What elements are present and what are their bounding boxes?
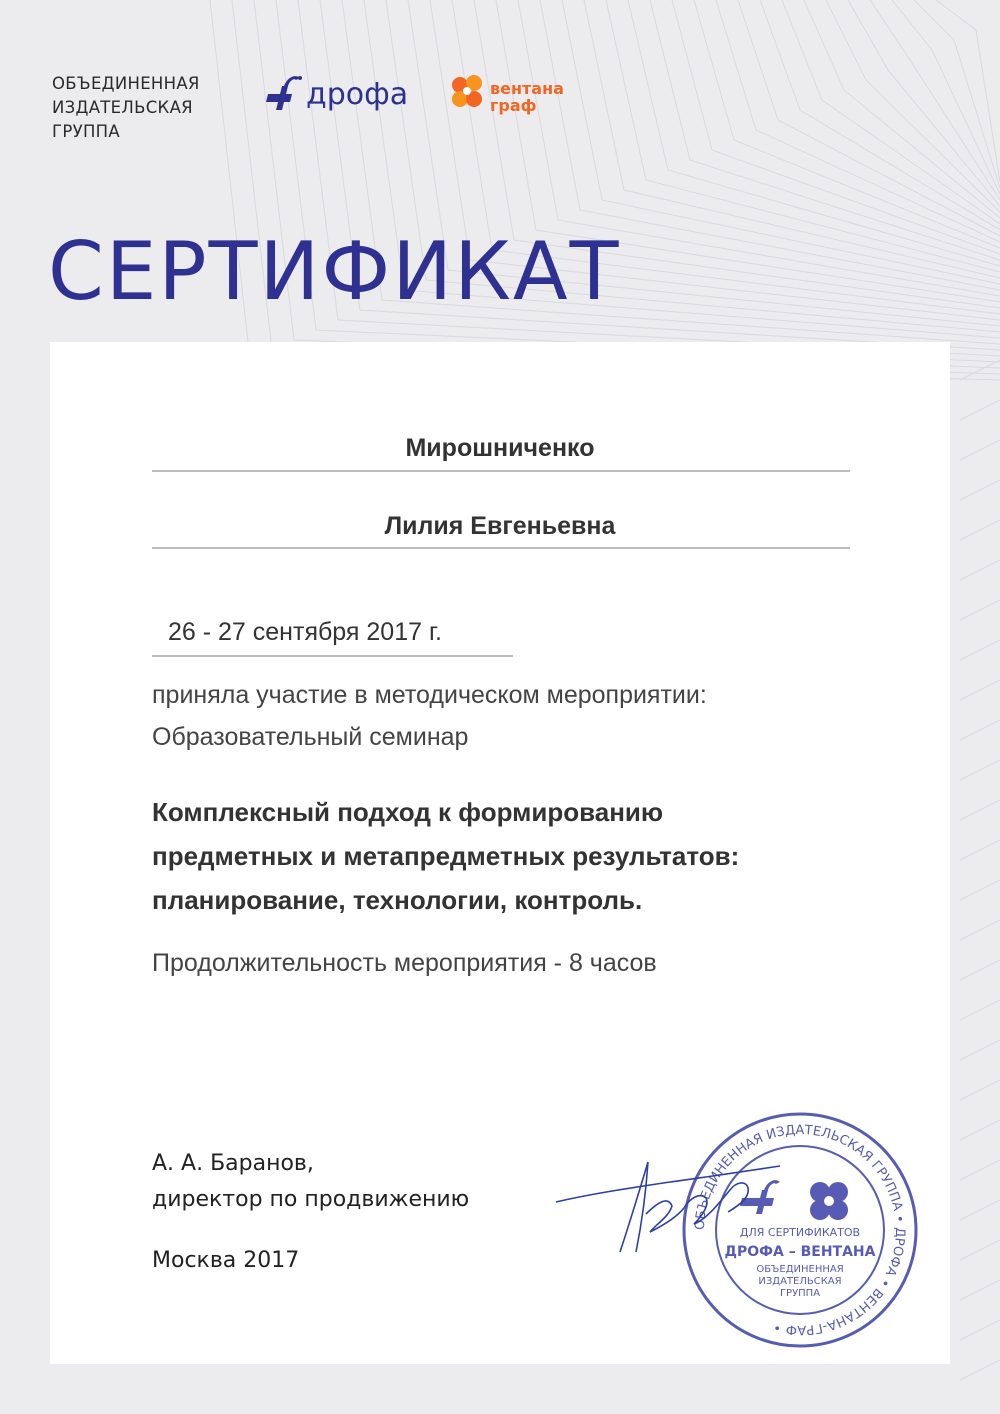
event-topic: Комплексный подход к формированию предметных и метапредметных результатов: планирование, технологии, контроль. [152, 797, 740, 915]
drofa-logo-text: дрофа [306, 77, 409, 112]
header [0, 0, 1000, 340]
name-underline [152, 547, 850, 549]
ventana-logo-text: вентана граф [490, 79, 564, 115]
surname-underline [152, 470, 850, 472]
signatory-position: директор по продвижению [152, 1187, 470, 1212]
date-underline [152, 655, 513, 657]
certificate-card [50, 342, 950, 1364]
publisher-group-name: ОБЪЕДИНЕННАЯ ИЗДАТЕЛЬСКАЯ ГРУППА [52, 74, 200, 141]
city-year: Москва 2017 [152, 1248, 300, 1273]
svg-text:ГРУППА: ГРУППА [779, 1288, 821, 1299]
signatory-name: А. А. Баранов, [152, 1151, 314, 1176]
svg-text:ОБЪЕДИНЕННАЯ ИЗДАТЕЛЬСКАЯ ГРУП: ОБЪЕДИНЕННАЯ ИЗДАТЕЛЬСКАЯ ГРУППА • ДРОФА • ВЕНТАНА-ГРАФ • [692, 1122, 908, 1338]
participation-text: приняла участие в методическом мероприятии: [152, 681, 707, 709]
svg-text:ДЛЯ СЕРТИФИКАТОВ: ДЛЯ СЕРТИФИКАТОВ [739, 1226, 861, 1239]
svg-text:ДРОФА – ВЕНТАНА: ДРОФА – ВЕНТАНА [724, 1244, 876, 1260]
svg-text:ИЗДАТЕЛЬСКАЯ: ИЗДАТЕЛЬСКАЯ [758, 1276, 842, 1287]
event-date: 26 - 27 сентября 2017 г. [168, 618, 442, 646]
signatory-block [152, 1146, 469, 1218]
svg-text:ОБЪЕДИНЕННАЯ: ОБЪЕДИНЕННАЯ [756, 1264, 844, 1275]
page-title: СЕРТИФИКАТ [48, 225, 621, 318]
event-duration: Продолжительность мероприятия - 8 часов [152, 949, 657, 977]
recipient-name: Лилия Евгеньевна [384, 512, 616, 540]
event-type: Образовательный семинар [152, 723, 469, 751]
ventana-logo-icon [450, 74, 486, 110]
recipient-surname: Мирошниченко [405, 434, 595, 462]
handwritten-signature [550, 1132, 790, 1262]
